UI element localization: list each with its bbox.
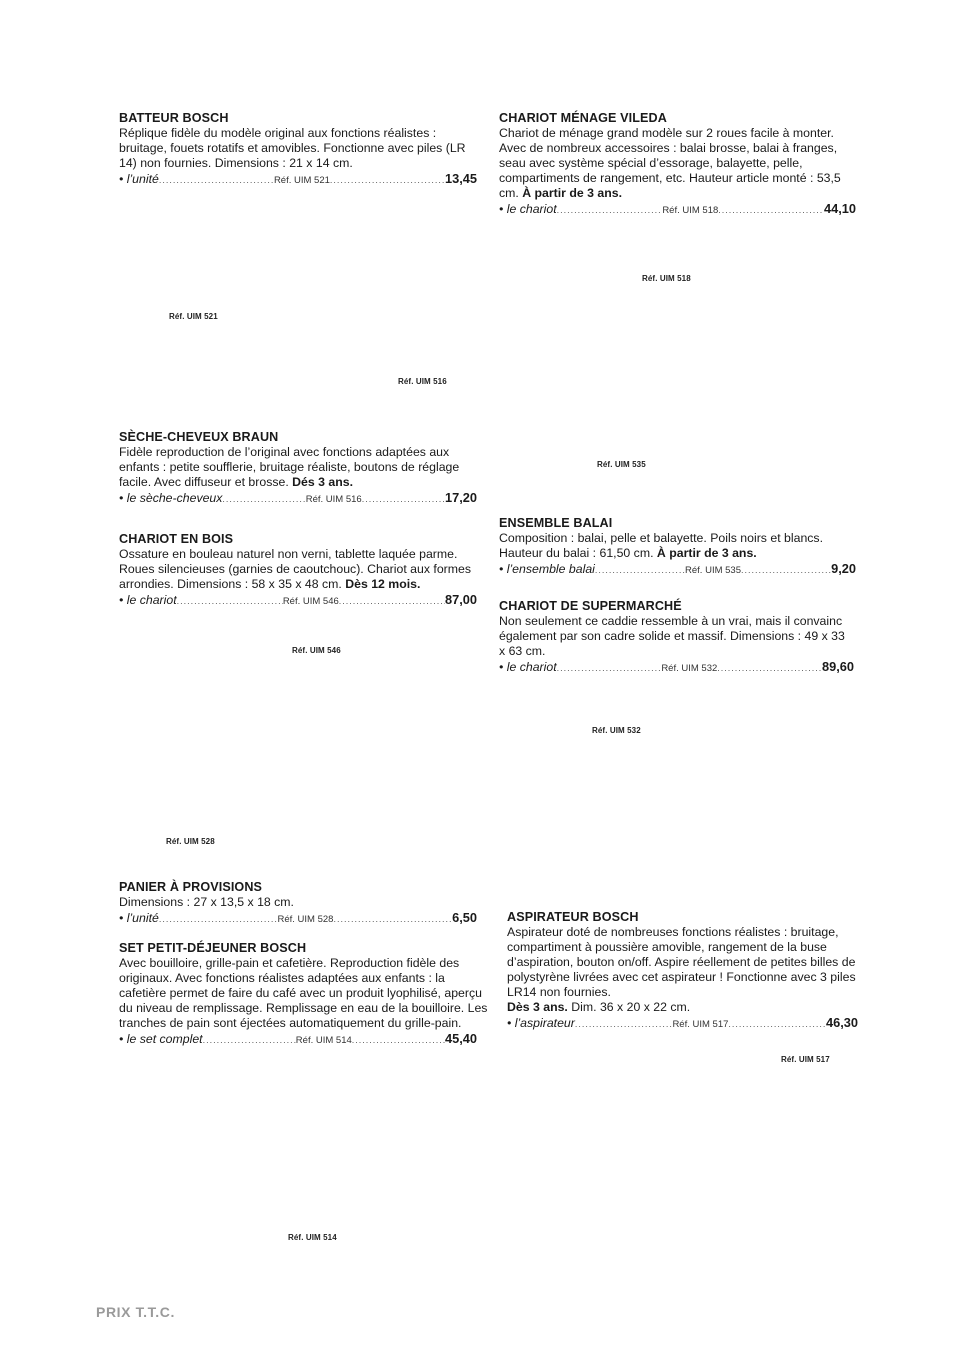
price-line xyxy=(119,592,477,609)
product-title: ENSEMBLE BALAI xyxy=(499,516,613,530)
product-title: PANIER À PROVISIONS xyxy=(119,880,263,894)
product-description: Dimensions : 27 x 13,5 x 18 cm. xyxy=(119,895,294,909)
dot-leader xyxy=(339,594,445,609)
image-caption-uim-532: Réf. UIM 532 xyxy=(592,726,641,735)
price-unit: • l’unité xyxy=(119,911,159,925)
product-ref: Réf. UIM 532 xyxy=(661,663,718,674)
dot-leader xyxy=(717,661,822,676)
image-caption-uim-514: Réf. UIM 514 xyxy=(288,1233,337,1242)
product-ref: Réf. UIM 514 xyxy=(295,1035,352,1046)
product-chariot-menage-vileda xyxy=(499,111,856,218)
price-unit: • le set complet xyxy=(119,1032,203,1046)
product-ref: Réf. UIM 518 xyxy=(662,205,719,216)
age-note: À partir de 3 ans. xyxy=(656,546,757,560)
price-line xyxy=(119,910,477,927)
dot-leader xyxy=(222,492,305,507)
product-price: 6,50 xyxy=(452,910,477,925)
product-price: 45,40 xyxy=(444,1031,477,1046)
image-caption-uim-528: Réf. UIM 528 xyxy=(166,837,215,846)
product-title: CHARIOT DE SUPERMARCHÉ xyxy=(499,599,682,613)
product-ref: Réf. UIM 521 xyxy=(273,175,330,186)
product-price: 13,45 xyxy=(444,171,478,186)
price-line xyxy=(119,490,477,507)
dot-leader xyxy=(362,492,445,507)
product-description: Aspirateur doté de nombreuses fonctions réalistes : bruitage, compartiment à poussière amovible, rangement de la buse d’aspiration, bouton on/off. Aspire réellement de petites billes de polystyrène livrées avec cet aspirateur ! Fonctionne avec 3 piles LR14 non fournies. xyxy=(507,925,856,999)
product-price: 46,30 xyxy=(825,1015,858,1030)
image-caption-uim-518: Réf. UIM 518 xyxy=(642,274,691,283)
price-footer: PRIX T.T.C. xyxy=(96,1304,175,1320)
price-line xyxy=(499,201,856,218)
age-note: Dès 3 ans. xyxy=(507,1000,568,1014)
product-aspirateur-bosch xyxy=(507,910,869,1032)
price-unit: • l’unité xyxy=(119,172,159,186)
price-unit: • le chariot xyxy=(119,593,177,607)
product-description: Ossature en bouleau naturel non verni, tablette laquée parme. Roues silencieuses (garnies de caoutchouc). Chariot aux formes arrondies. Dimensions : 58 x 35 x 48 cm. Dès 12 mois. xyxy=(119,547,472,591)
dot-leader xyxy=(557,661,662,676)
image-caption-uim-521: Réf. UIM 521 xyxy=(169,312,218,321)
age-note: À partir de 3 ans. xyxy=(522,186,623,200)
product-title: BATTEUR BOSCH xyxy=(119,111,229,125)
product-description: Fidèle reproduction de l’original avec fonctions adaptées aux enfants : petite soufflerie, bruitage réaliste, boutons de réglage facile. Avec diffuseur et brosse. Dés 3 ans. xyxy=(119,445,460,489)
product-price: 44,10 xyxy=(823,201,856,216)
product-description-tail: Dès 3 ans. Dim. 36 x 20 x 22 cm. xyxy=(507,1000,691,1014)
product-description: Composition : balai, pelle et balayette. Poils noirs et blancs. Hauteur du balai : 61,50 cm. À partir de 3 ans. xyxy=(499,531,823,560)
dot-leader xyxy=(728,1017,826,1032)
dot-leader xyxy=(352,1033,445,1048)
product-seche-cheveux-braun xyxy=(119,430,477,507)
dot-leader xyxy=(330,173,445,188)
image-caption-uim-535: Réf. UIM 535 xyxy=(597,460,646,469)
product-ref: Réf. UIM 535 xyxy=(685,565,741,576)
product-price: 87,00 xyxy=(444,592,477,607)
price-line xyxy=(499,561,856,578)
product-ref: Réf. UIM 546 xyxy=(282,596,339,607)
price-line xyxy=(119,171,477,188)
price-unit: • le chariot xyxy=(499,660,557,674)
product-description: Non seulement ce caddie ressemble à un vrai, mais il convainc également par son cadre solide et massif. Dimensions : 49 x 33 x 63 cm. xyxy=(499,614,845,658)
dot-leader xyxy=(333,912,452,927)
image-caption-uim-517: Réf. UIM 517 xyxy=(781,1055,830,1064)
product-price: 9,20 xyxy=(831,561,857,576)
product-title: CHARIOT MÉNAGE VILEDA xyxy=(499,111,667,125)
product-price: 17,20 xyxy=(444,490,478,505)
product-title: CHARIOT EN BOIS xyxy=(119,532,234,546)
product-chariot-de-supermarche xyxy=(499,599,854,676)
age-note: Dés 3 ans. xyxy=(292,475,354,489)
product-batteur-bosch xyxy=(119,111,477,188)
dot-leader xyxy=(159,173,274,188)
price-line xyxy=(507,1015,858,1032)
price-unit: • le sèche-cheveux xyxy=(119,491,223,505)
dot-leader xyxy=(557,203,663,218)
product-title: ASPIRATEUR BOSCH xyxy=(507,910,639,924)
price-line xyxy=(119,1031,477,1048)
dot-leader xyxy=(575,1017,673,1032)
dot-leader xyxy=(595,563,685,578)
product-description: Chariot de ménage grand modèle sur 2 roues facile à monter. Avec de nombreux accessoires : balai brosse, balai à franges, seau avec système spécial d’essorage, balayette, pelle, compartiments de rangement, etc. Hauteur article monté : 53,5 cm. À partir de 3 ans. xyxy=(499,126,841,200)
dot-leader xyxy=(159,912,278,927)
dot-leader xyxy=(177,594,283,609)
price-line xyxy=(499,659,854,676)
product-ensemble-balai xyxy=(499,516,856,578)
dot-leader xyxy=(718,203,824,218)
dot-leader xyxy=(203,1033,296,1048)
product-ref: Réf. UIM 528 xyxy=(277,914,334,925)
price-unit: • l’ensemble balai xyxy=(499,562,595,576)
product-description: Avec bouilloire, grille-pain et cafetière. Reproduction fidèle des originaux. Avec fonctions réalistes adaptées aux enfants : la cafetière permet de faire du café avec un produit lyophilisé, aperçu du niveau de remplissage. Remplissage en eau de la bouilloire. Les tranches de pain sont éjectées automatiquement du grille-pain. xyxy=(119,956,488,1030)
product-set-petit-dejeuner-bosch xyxy=(119,941,489,1048)
age-note: Dès 12 mois. xyxy=(345,577,421,591)
product-ref: Réf. UIM 517 xyxy=(672,1019,729,1030)
product-chariot-en-bois xyxy=(119,532,477,609)
image-caption-uim-516: Réf. UIM 516 xyxy=(398,377,447,386)
product-title: SET PETIT-DÉJEUNER BOSCH xyxy=(119,941,307,955)
price-unit: • le chariot xyxy=(499,202,557,216)
image-caption-uim-546: Réf. UIM 546 xyxy=(292,646,341,655)
product-description: Réplique fidèle du modèle original aux fonctions réalistes : bruitage, fouets rotatifs et amovibles. Fonctionne avec piles (LR 14) non fournies. Dimensions : 21 x 14 cm. xyxy=(119,126,466,170)
product-price: 89,60 xyxy=(821,659,854,674)
product-title: SÈCHE-CHEVEUX BRAUN xyxy=(119,430,279,444)
price-unit: • l’aspirateur xyxy=(507,1016,575,1030)
product-panier-a-provisions xyxy=(119,880,477,927)
dot-leader xyxy=(741,563,831,578)
product-ref: Réf. UIM 516 xyxy=(305,494,362,505)
